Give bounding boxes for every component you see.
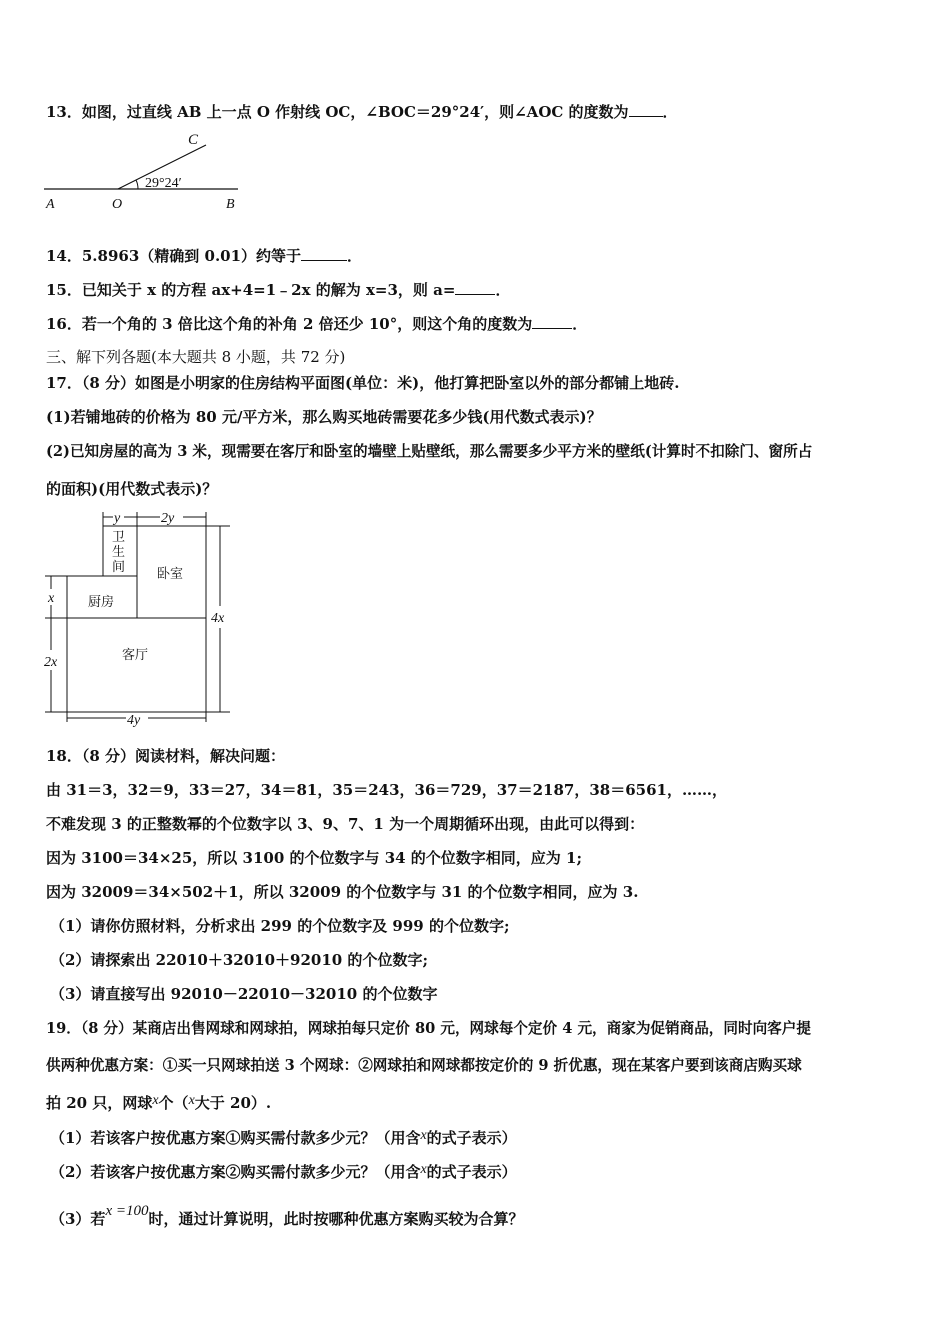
q19-line3-a: 拍 20 只，网球	[46, 1094, 153, 1112]
q14-end: ．	[347, 247, 363, 265]
q19-line2: 供两种优惠方案：①买一只网球拍送 3 个网球：②网球拍和网球都按定价的 9 折优惠，现在某客户要到该商店购买球	[46, 1057, 802, 1074]
section-heading: 三、解下列各题(本大题共 8 小题，共 72 分)	[46, 348, 346, 366]
label-kitchen: 厨房	[88, 594, 115, 609]
q19-sub1-b: 的式子表示）	[426, 1129, 517, 1147]
q17-part2-line1: (2)已知房屋的高为 3 米，现需要在客厅和卧室的墙壁上贴壁纸，那么需要多少平方米的壁纸(计算时不扣除门、窗所占	[46, 443, 813, 460]
q19-line1: 19．（8 分）某商店出售网球和网球拍，网球拍每只定价 80 元，网球每个定价 4 元，商家为促销商品，同时向客户提	[46, 1020, 811, 1037]
q15-stem: 15．已知关于 x 的方程 ax+4=1﹣2x 的解为 x=3，则 a=	[46, 281, 456, 299]
label-c: C	[188, 132, 199, 148]
q18-sub2: （2）请探索出 22010＋32010＋92010 的个位数字;	[50, 951, 428, 969]
q19-sub2-b: 的式子表示）	[426, 1163, 517, 1181]
dim-left-x: x	[48, 591, 55, 606]
q14-stem: 14．5.8963（精确到 0.01）约等于	[46, 247, 302, 265]
dim-left-2x: 2x	[44, 655, 58, 670]
q16-stem: 16．若一个角的 3 倍比这个角的补角 2 倍还少 10°，则这个角的度数为	[46, 315, 533, 333]
label-bedroom: 卧室	[157, 566, 184, 581]
q13-stem: 13．如图，过直线 AB 上一点 O 作射线 OC，∠BOC＝29°24′，则∠AOC 的度数为	[46, 103, 629, 121]
q13-end: ．	[662, 103, 678, 121]
label-a: A	[46, 197, 55, 212]
q19-sub1	[50, 1128, 517, 1150]
q19-sub1-a: （1）若该客户按优惠方案①购买需付款多少元？（用含	[50, 1129, 421, 1147]
q17-part1: (1)若铺地砖的价格为 80 元/平方米，那么购买地砖需要花多少钱(用代数式表示)？	[46, 408, 602, 426]
q19-sub3-a: （3）若	[50, 1210, 106, 1228]
q16-answer-blank	[532, 314, 572, 329]
q18-line4: 因为 32009＝34×502＋1，所以 32009 的个位数字与 31 的个位数字相同，应为 3.	[46, 883, 639, 901]
angle-label: 29°24′	[145, 176, 182, 191]
q18-line3: 因为 3100＝34×25，所以 3100 的个位数字与 34 的个位数字相同，应为 1;	[46, 849, 582, 867]
angle-arc	[136, 180, 138, 189]
label-o: O	[112, 197, 123, 212]
q15-end: ．	[495, 281, 511, 299]
q19-var-x: x	[152, 1093, 159, 1108]
q14-answer-blank	[301, 246, 347, 261]
q17-stem: 17．（8 分）如图是小明家的住房结构平面图(单位：米)，他打算把卧室以外的部分都铺上地砖.	[46, 374, 680, 392]
q19-sub3-math: x =100	[105, 1203, 149, 1219]
q13-answer-blank	[629, 102, 663, 117]
q14-text	[46, 246, 362, 266]
q19-line3-b: 个（	[158, 1094, 189, 1112]
label-bath-2: 生	[112, 544, 126, 559]
q15-answer-blank	[455, 280, 495, 295]
q13-angle-figure	[40, 128, 250, 212]
q18-line2: 不难发现 3 的正整数幂的个位数字以 3、9、7、1 为一个周期循环出现，由此可以得到：	[46, 815, 645, 833]
q17-floor-plan	[40, 506, 240, 728]
q17-part2-line2: 的面积)(用代数式表示)？	[46, 480, 218, 498]
q19-sub1-var: x	[420, 1128, 427, 1143]
q19-sub2	[50, 1162, 517, 1184]
q19-sub3-b: 时，通过计算说明，此时按哪种优惠方案购买较为合算？	[148, 1210, 524, 1228]
q19-sub2-a: （2）若该客户按优惠方案②购买需付款多少元？（用含	[50, 1163, 421, 1181]
q16-text	[46, 314, 587, 334]
q18-sub3: （3）请直接写出 92010－22010－32010 的个位数字	[50, 985, 438, 1003]
q18-line1: 由 31＝3，32＝9，33＝27，34＝81，35＝243，36＝729，37＝2187，38＝6561，……，	[46, 781, 727, 799]
label-b: B	[226, 197, 235, 212]
dim-top-2y: 2y	[161, 511, 175, 526]
living-room	[67, 618, 206, 712]
dim-right-4x: 4x	[211, 611, 225, 626]
dim-bottom-4y: 4y	[127, 713, 141, 728]
q19-var-x-2: x	[188, 1093, 195, 1108]
q16-end: ．	[572, 315, 588, 333]
q19-line3-c: 大于 20）.	[194, 1094, 272, 1112]
q18-stem: 18．（8 分）阅读材料，解决问题：	[46, 747, 286, 765]
dim-top-y: y	[114, 511, 121, 526]
q15-text	[46, 280, 510, 300]
q19-line3	[46, 1093, 271, 1115]
q18-sub1: （1）请你仿照材料，分析求出 299 的个位数字及 999 的个位数字;	[50, 917, 510, 935]
q19-sub2-var: x	[420, 1162, 427, 1177]
q19-sub3	[50, 1203, 524, 1230]
label-bath-3: 间	[112, 559, 126, 574]
q13-text	[46, 102, 678, 122]
label-living: 客厅	[122, 647, 149, 662]
label-bath-1: 卫	[112, 529, 126, 544]
